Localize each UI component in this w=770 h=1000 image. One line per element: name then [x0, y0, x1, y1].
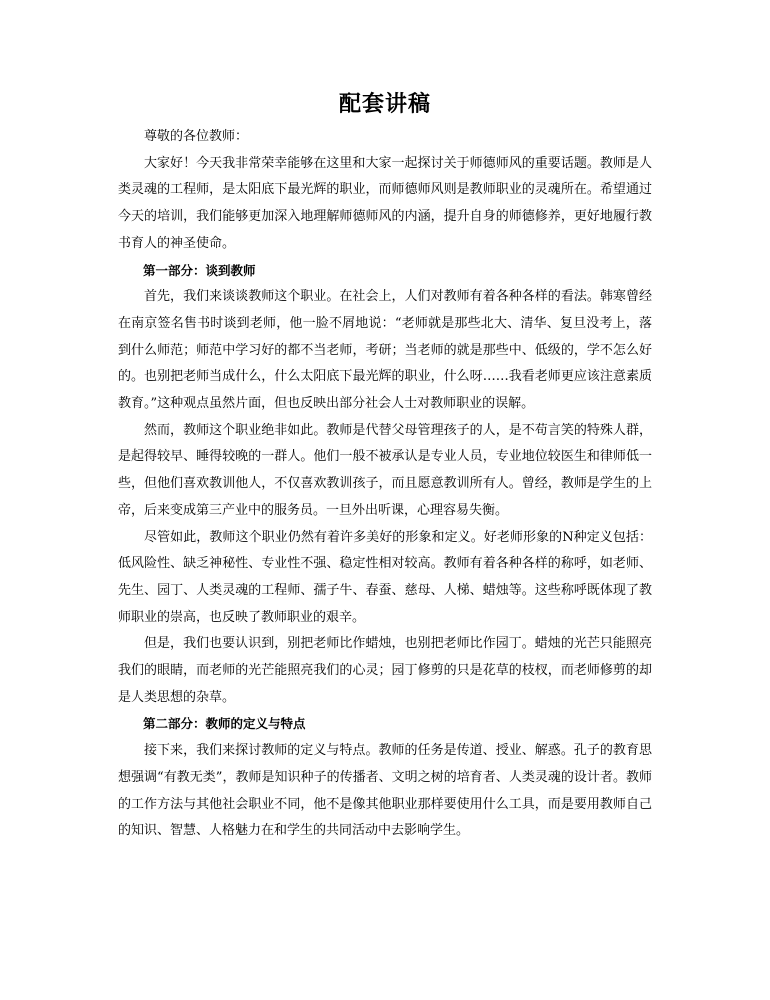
paragraph-part-one-1: 首先，我们来谈谈教师这个职业。在社会上，人们对教师有着各种各样的看法。韩寒曾经在南京签名售书时谈到老师，他一脸不屑地说：“老师就是那些北大、清华、复旦没考上，落到什么师范；师范中学习好的都不当老师，考研；当老师的就是那些中、低级的，学不怎么好的。也别把老师当成什么，什么太阳底下最光辉的职业，什么呀……我看老师更应该注意素质教育。”这种观点虽然片面，但也反映出部分社会人士对教师职业的误解。: [118, 289, 652, 412]
document-body: [118, 124, 652, 845]
section-heading-part-one: 第一部分：谈到教师: [143, 262, 256, 278]
paragraph-part-one-4: 但是，我们也要认识到，别把老师比作蜡烛，也别把老师比作园丁。蜡烛的光芒只能照亮我们的眼睛，而老师的光芒能照亮我们的心灵；园丁修剪的只是花草的枝杈，而老师修剪的却是人类思想的杂草。: [118, 636, 652, 705]
paragraph-part-one-3: 尽管如此，教师这个职业仍然有着许多美好的形象和定义。好老师形象的N种定义包括：低风险性、缺乏神秘性、专业性不强、稳定性相对较高。教师有着各种各样的称呼，如老师、先生、园丁、人类灵魂的工程师、孺子牛、春蚕、慈母、人梯、蜡烛等。这些称呼既体现了教师职业的崇高，也反映了教师职业的艰辛。: [118, 529, 652, 625]
paragraph-part-one-2: 然而，教师这个职业绝非如此。教师是代替父母管理孩子的人，是不苟言笑的特殊人群，是起得较早、睡得较晚的一群人。他们一般不被承认是专业人员，专业地位较医生和律师低一些，但他们喜欢教训他人，不仅喜欢教训孩子，而且愿意教训所有人。曾经，教师是学生的上帝，后来变成第三产业中的服务员。一旦外出听课，心理容易失衡。: [118, 422, 652, 518]
paragraph-part-two-1: 接下来，我们来探讨教师的定义与特点。教师的任务是传道、授业、解惑。孔子的教育思想强调“有教无类”，教师是知识种子的传播者、文明之树的培育者、人类灵魂的设计者。教师的工作方法与其他社会职业不同，他不是像其他职业那样要使用什么工具，而是要用教师自己的知识、智慧、人格魅力在和学生的共同活动中去影响学生。: [118, 743, 652, 839]
section-heading-part-two: 第二部分：教师的定义与特点: [143, 716, 306, 732]
document-title: 配套讲稿: [338, 91, 431, 117]
salutation: 尊敬的各位教师：: [144, 129, 249, 144]
paragraph-intro: 大家好！今天我非常荣幸能够在这里和大家一起探讨关于师德师风的重要话题。教师是人类灵魂的工程师，是太阳底下最光辉的职业，而师德师风则是教师职业的灵魂所在。希望通过今天的培训，我们能够更加深入地理解师德师风的内涵，提升自身的师德修养，更好地履行教书育人的神圣使命。: [118, 155, 652, 251]
